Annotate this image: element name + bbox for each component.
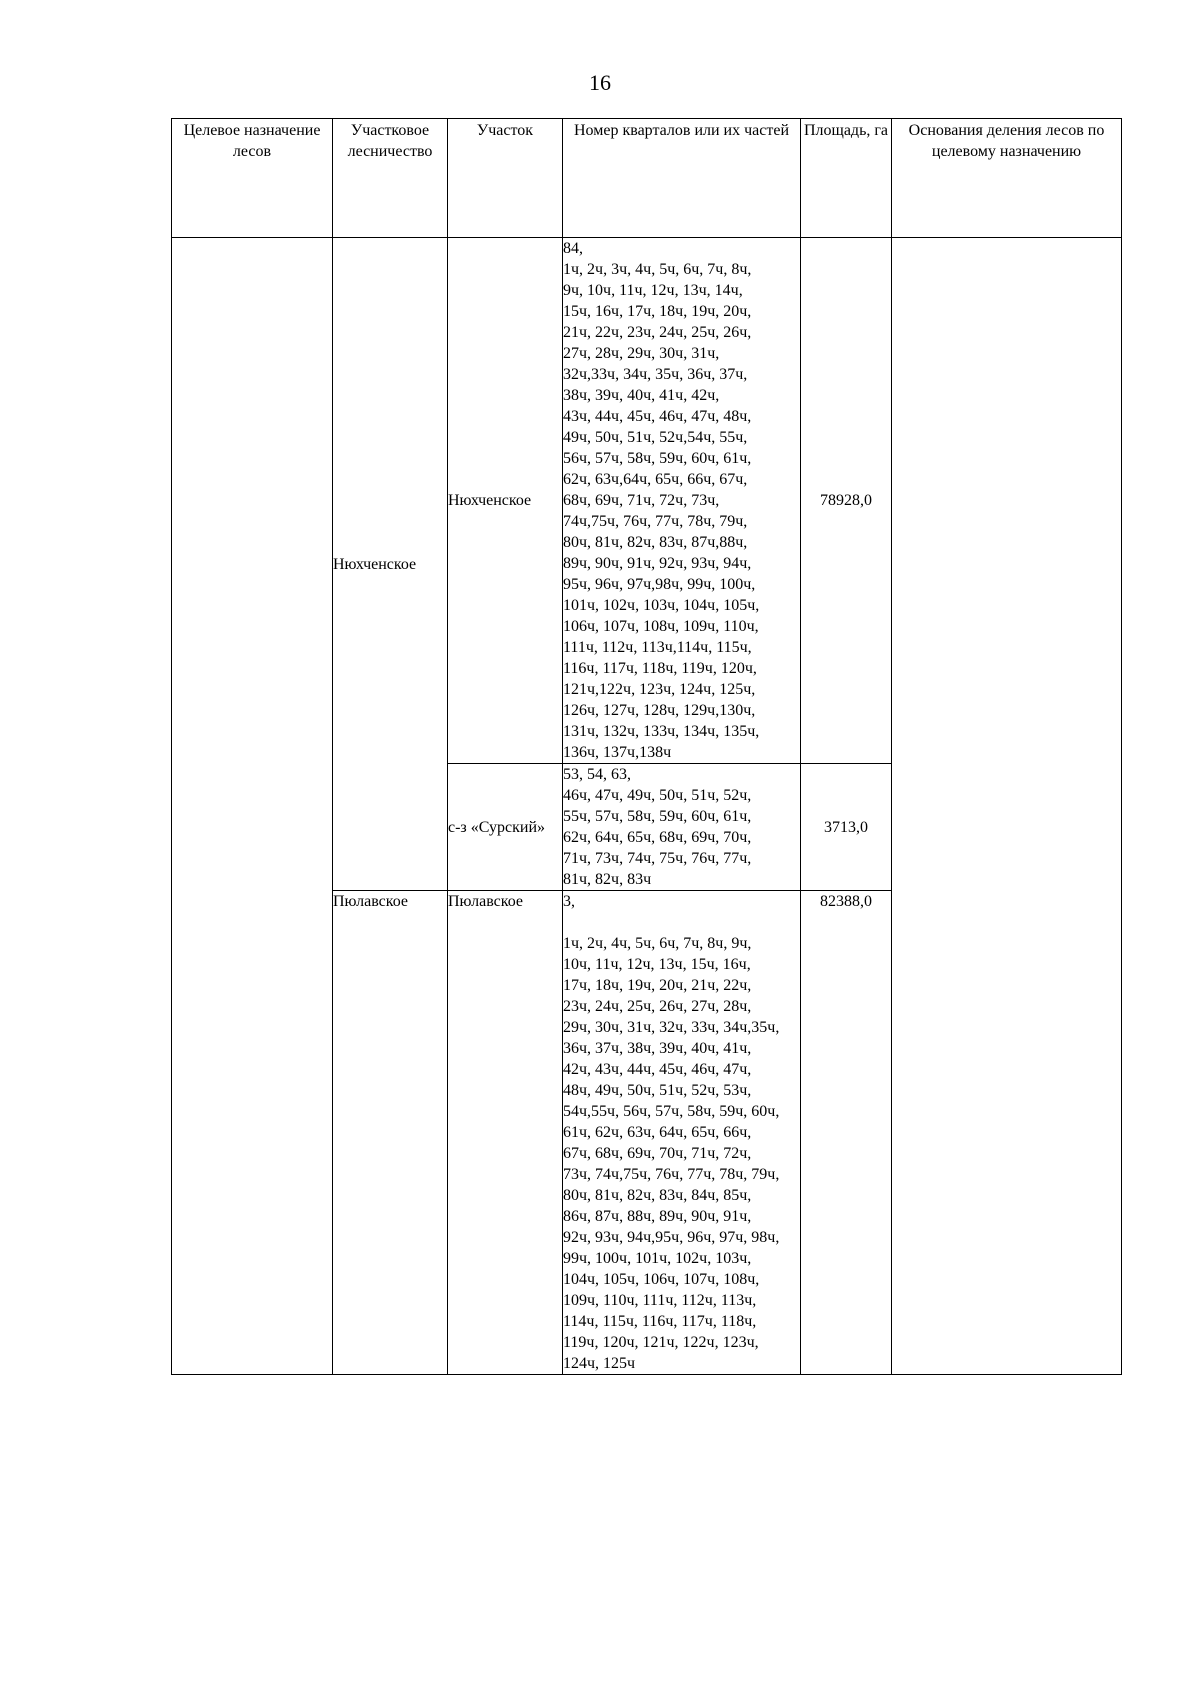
header-basis: Основания деления лесов по целевому назначению	[892, 119, 1122, 238]
area-cell: 82388,0	[801, 891, 892, 1375]
area-cell: 3713,0	[801, 764, 892, 891]
page-number: 16	[589, 70, 611, 95]
quarters-line: 48ч, 49ч, 50ч, 51ч, 52ч, 53ч,	[563, 1082, 752, 1099]
quarters-line: 81ч, 82ч, 83ч	[563, 871, 652, 888]
quarters-line: 36ч, 37ч, 38ч, 39ч, 40ч, 41ч,	[563, 1040, 752, 1057]
basis-cell	[892, 238, 1122, 1375]
quarters-line: 73ч, 74ч,75ч, 76ч, 77ч, 78ч, 79ч,	[563, 1166, 780, 1183]
quarters-line: 32ч,33ч, 34ч, 35ч, 36ч, 37ч,	[563, 366, 748, 383]
header-area: Площадь, га	[801, 119, 892, 238]
quarters-line: 119ч, 120ч, 121ч, 122ч, 123ч,	[563, 1334, 759, 1351]
quarters-line: 27ч, 28ч, 29ч, 30ч, 31ч,	[563, 345, 720, 362]
quarters-cell	[563, 238, 801, 764]
forest-purpose-table	[171, 118, 1122, 1375]
quarters-line: 53, 54, 63,	[563, 766, 631, 783]
plot-cell: с-з «Сурский»	[448, 764, 563, 891]
quarters-line: 9ч, 10ч, 11ч, 12ч, 13ч, 14ч,	[563, 282, 743, 299]
quarters-line: 46ч, 47ч, 49ч, 50ч, 51ч, 52ч,	[563, 787, 752, 804]
quarters-line: 42ч, 43ч, 44ч, 45ч, 46ч, 47ч,	[563, 1061, 752, 1078]
quarters-line: 61ч, 62ч, 63ч, 64ч, 65ч, 66ч,	[563, 1124, 752, 1141]
quarters-line: 49ч, 50ч, 51ч, 52ч,54ч, 55ч,	[563, 429, 748, 446]
quarters-line: 99ч, 100ч, 101ч, 102ч, 103ч,	[563, 1250, 752, 1267]
quarters-line: 43ч, 44ч, 45ч, 46ч, 47ч, 48ч,	[563, 408, 752, 425]
header-plot: Участок	[448, 119, 563, 238]
quarters-cell	[563, 764, 801, 891]
quarters-line: 109ч, 110ч, 111ч, 112ч, 113ч,	[563, 1292, 757, 1309]
header-purpose: Целевое назначение лесов	[172, 119, 333, 238]
table-header-row	[172, 119, 1122, 238]
quarters-line: 111ч, 112ч, 113ч,114ч, 115ч,	[563, 639, 752, 656]
header-forestry: Участковое лесничество	[333, 119, 448, 238]
quarters-line: 71ч, 73ч, 74ч, 75ч, 76ч, 77ч,	[563, 850, 752, 867]
quarters-line: 29ч, 30ч, 31ч, 32ч, 33ч, 34ч,35ч,	[563, 1019, 780, 1036]
quarters-line: 55ч, 57ч, 58ч, 59ч, 60ч, 61ч,	[563, 808, 752, 825]
quarters-line: 114ч, 115ч, 116ч, 117ч, 118ч,	[563, 1313, 757, 1330]
quarters-line: 95ч, 96ч, 97ч,98ч, 99ч, 100ч,	[563, 576, 756, 593]
quarters-line: 38ч, 39ч, 40ч, 41ч, 42ч,	[563, 387, 720, 404]
quarters-line: 62ч, 64ч, 65ч, 68ч, 69ч, 70ч,	[563, 829, 752, 846]
quarters-line: 74ч,75ч, 76ч, 77ч, 78ч, 79ч,	[563, 513, 748, 530]
quarters-line: 67ч, 68ч, 69ч, 70ч, 71ч, 72ч,	[563, 1145, 752, 1162]
quarters-line: 106ч, 107ч, 108ч, 109ч, 110ч,	[563, 618, 759, 635]
table-row	[172, 238, 1122, 764]
quarters-line: 80ч, 81ч, 82ч, 83ч, 84ч, 85ч,	[563, 1187, 752, 1204]
quarters-line: 15ч, 16ч, 17ч, 18ч, 19ч, 20ч,	[563, 303, 752, 320]
quarters-line: 17ч, 18ч, 19ч, 20ч, 21ч, 22ч,	[563, 977, 752, 994]
quarters-line: 84,	[563, 240, 583, 257]
quarters-line: 54ч,55ч, 56ч, 57ч, 58ч, 59ч, 60ч,	[563, 1103, 780, 1120]
quarters-line: 68ч, 69ч, 71ч, 72ч, 73ч,	[563, 492, 720, 509]
quarters-first-line: 3,	[563, 893, 575, 910]
quarters-line: 23ч, 24ч, 25ч, 26ч, 27ч, 28ч,	[563, 998, 752, 1015]
purpose-cell	[172, 238, 333, 1375]
quarters-cell	[563, 891, 801, 1375]
quarters-list	[563, 933, 800, 1374]
quarters-line: 21ч, 22ч, 23ч, 24ч, 25ч, 26ч,	[563, 324, 752, 341]
quarters-line: 1ч, 2ч, 3ч, 4ч, 5ч, 6ч, 7ч, 8ч,	[563, 261, 752, 278]
quarters-line: 131ч, 132ч, 133ч, 134ч, 135ч,	[563, 723, 760, 740]
line-gap	[563, 912, 800, 933]
quarters-line: 124ч, 125ч	[563, 1355, 636, 1372]
quarters-line: 10ч, 11ч, 12ч, 13ч, 15ч, 16ч,	[563, 956, 751, 973]
plot-cell: Пюлавское	[448, 891, 563, 1375]
quarters-line: 56ч, 57ч, 58ч, 59ч, 60ч, 61ч,	[563, 450, 752, 467]
quarters-line: 1ч, 2ч, 4ч, 5ч, 6ч, 7ч, 8ч, 9ч,	[563, 935, 752, 952]
quarters-line: 92ч, 93ч, 94ч,95ч, 96ч, 97ч, 98ч,	[563, 1229, 780, 1246]
quarters-line: 126ч, 127ч, 128ч, 129ч,130ч,	[563, 702, 756, 719]
header-quarters: Номер кварталов или их частей	[563, 119, 801, 238]
quarters-line: 89ч, 90ч, 91ч, 92ч, 93ч, 94ч,	[563, 555, 752, 572]
area-cell: 78928,0	[801, 238, 892, 764]
quarters-line: 101ч, 102ч, 103ч, 104ч, 105ч,	[563, 597, 760, 614]
forestry-cell-nyukhchenskoe: Нюхченское	[333, 238, 448, 891]
quarters-line: 86ч, 87ч, 88ч, 89ч, 90ч, 91ч,	[563, 1208, 752, 1225]
quarters-line: 104ч, 105ч, 106ч, 107ч, 108ч,	[563, 1271, 760, 1288]
quarters-line: 62ч, 63ч,64ч, 65ч, 66ч, 67ч,	[563, 471, 748, 488]
quarters-line: 116ч, 117ч, 118ч, 119ч, 120ч,	[563, 660, 757, 677]
quarters-line: 121ч,122ч, 123ч, 124ч, 125ч,	[563, 681, 756, 698]
quarters-line: 80ч, 81ч, 82ч, 83ч, 87ч,88ч,	[563, 534, 748, 551]
plot-cell: Нюхченское	[448, 238, 563, 764]
forestry-cell-pyulavskoe: Пюлавское	[333, 891, 448, 1375]
quarters-line: 136ч, 137ч,138ч	[563, 744, 672, 761]
